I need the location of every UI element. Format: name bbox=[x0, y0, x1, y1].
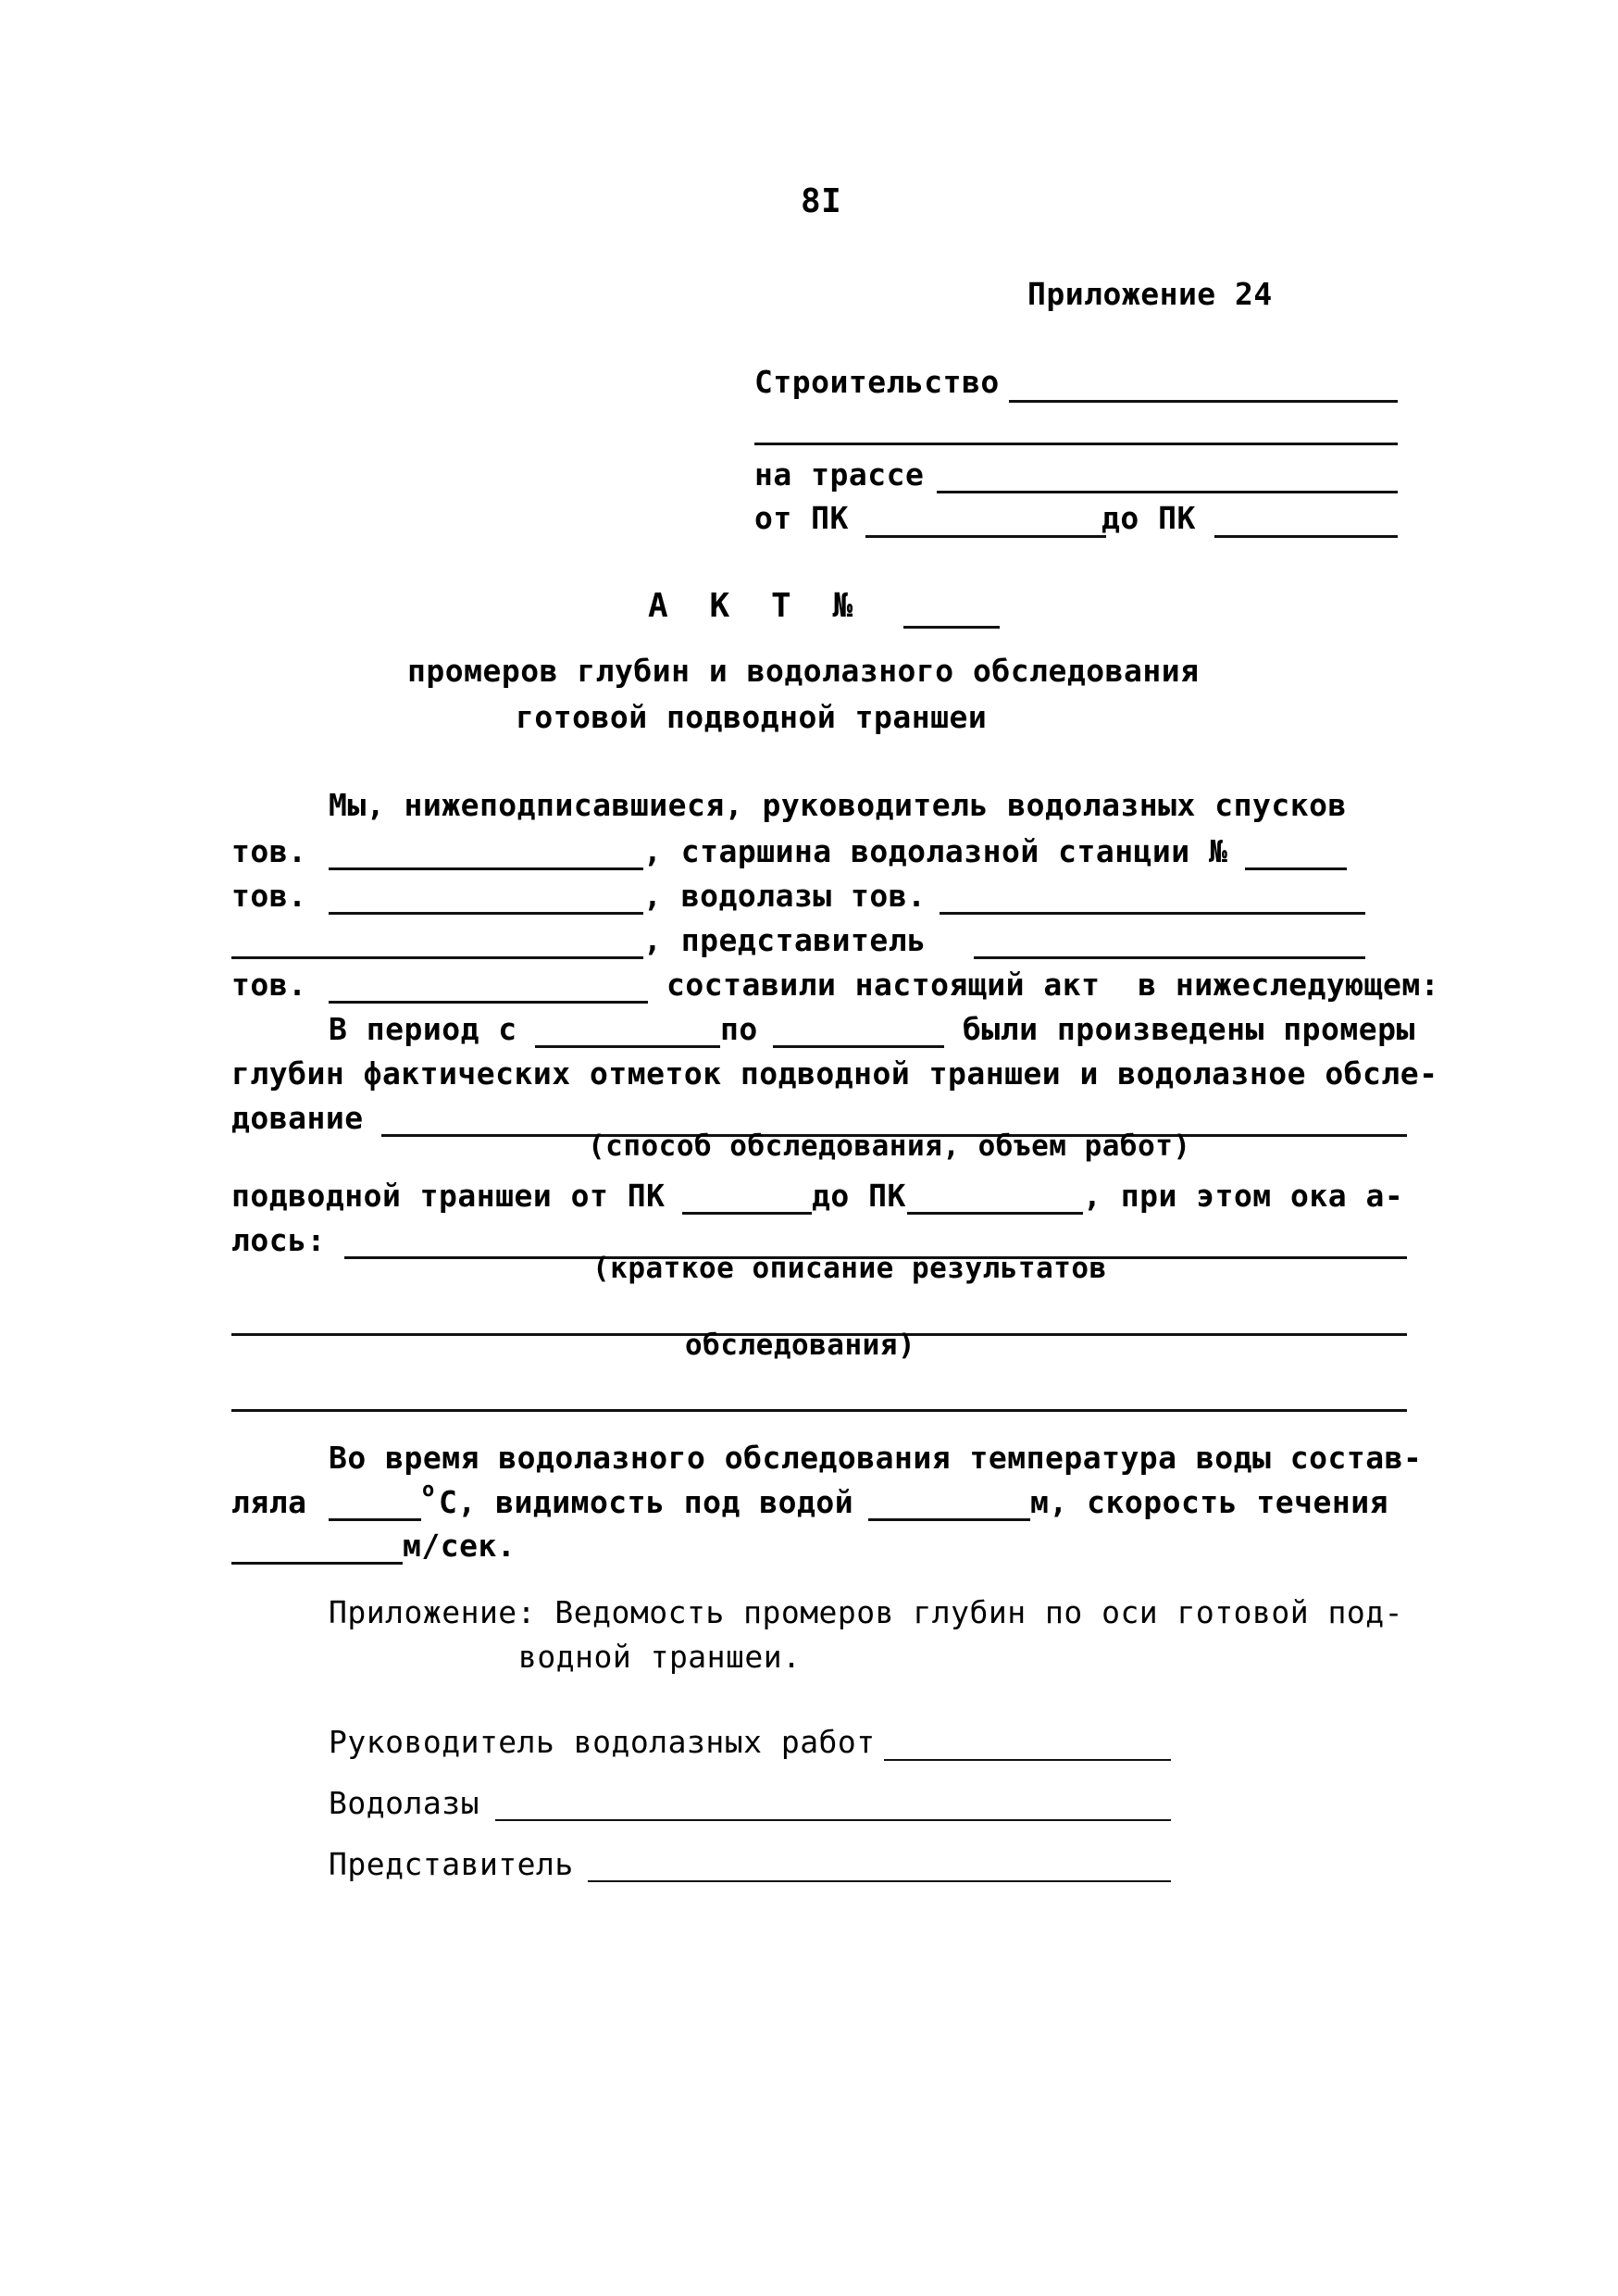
result-field-3[interactable] bbox=[231, 1409, 1407, 1412]
depths-text: глубин фактических отметок подводной траншеи и водолазное обсле- bbox=[231, 1055, 1438, 1092]
trench-to-label: до ПК bbox=[812, 1178, 906, 1214]
attachment-line-2: водной траншеи. bbox=[518, 1639, 802, 1675]
temp-text: Во время водолазного обследования температура воды состав- bbox=[329, 1440, 1423, 1476]
representative-label: , представитель bbox=[643, 922, 927, 958]
performed-text: были произведены промеры bbox=[963, 1011, 1415, 1047]
result-label: лось: bbox=[231, 1222, 326, 1258]
divers-name-field[interactable] bbox=[940, 912, 1365, 915]
trench-to-pk-field[interactable] bbox=[907, 1212, 1083, 1215]
from-pk-label: от ПК bbox=[754, 500, 849, 536]
temp-prefix: ляла bbox=[231, 1484, 307, 1520]
station-number-field[interactable] bbox=[1245, 867, 1347, 870]
result-start-text: , при этом ока а- bbox=[1083, 1178, 1404, 1214]
temp-unit-text: С, видимость под водой bbox=[439, 1484, 854, 1520]
act-number-field[interactable] bbox=[903, 626, 1000, 629]
tov-label-3: тов. bbox=[231, 967, 307, 1003]
from-pk-field[interactable] bbox=[865, 535, 1106, 538]
survey-caption: (способ обследования, объем работ) bbox=[588, 1129, 1191, 1163]
temperature-field[interactable] bbox=[329, 1518, 421, 1521]
divers-label: , водолазы тов. bbox=[643, 878, 927, 914]
tov-label-2: тов. bbox=[231, 878, 307, 914]
page-number: 8I bbox=[801, 182, 842, 220]
visibility-field[interactable] bbox=[868, 1518, 1030, 1521]
period-from-field[interactable] bbox=[535, 1045, 720, 1048]
signature-divers-label: Водолазы bbox=[329, 1785, 479, 1821]
trench-from-label: подводной траншеи от ПК bbox=[231, 1178, 666, 1214]
act-subtitle-line-2: готовой подводной траншеи bbox=[516, 699, 988, 735]
current-speed-field[interactable] bbox=[231, 1562, 403, 1565]
degree-sign: о bbox=[422, 1479, 435, 1502]
tov-label-1: тов. bbox=[231, 833, 307, 869]
construction-field-line-2[interactable] bbox=[754, 443, 1398, 445]
to-pk-field[interactable] bbox=[1214, 535, 1398, 538]
attachment-line-1: Приложение: Ведомость промеров глубин по оси готовой под- bbox=[329, 1594, 1403, 1630]
survey-label: дование bbox=[231, 1100, 364, 1136]
foreman-name-field[interactable] bbox=[329, 912, 643, 915]
act-title: А К Т № bbox=[648, 587, 853, 625]
head-name-field[interactable] bbox=[329, 867, 643, 870]
compiled-text: составили настоящий акт в нижеследующем: bbox=[666, 967, 1440, 1003]
representative-name-field[interactable] bbox=[329, 1001, 648, 1004]
speed-unit-text: м/сек. bbox=[403, 1528, 517, 1564]
representative-org-field[interactable] bbox=[974, 956, 1365, 959]
period-from-label: В период с bbox=[329, 1011, 517, 1047]
signature-divers-field[interactable] bbox=[495, 1819, 1171, 1821]
appendix-label: Приложение 24 bbox=[1027, 276, 1273, 312]
route-label: на трассе bbox=[754, 456, 925, 493]
act-subtitle-line-1: промеров глубин и водолазного обследования bbox=[407, 653, 1200, 689]
body-line-1: Мы, нижеподписавшиеся, руководитель водолазных спусков bbox=[329, 787, 1347, 823]
result-caption-1: (краткое описание результатов bbox=[592, 1252, 1107, 1285]
foreman-label: , старшина водолазной станции № bbox=[643, 833, 1228, 869]
signature-head-label: Руководитель водолазных работ bbox=[329, 1724, 876, 1760]
signature-representative-label: Представитель bbox=[329, 1846, 574, 1882]
result-caption-2: обследования) bbox=[685, 1329, 916, 1362]
signature-representative-field[interactable] bbox=[588, 1880, 1171, 1882]
trench-from-pk-field[interactable] bbox=[682, 1212, 812, 1215]
route-field[interactable] bbox=[937, 491, 1398, 493]
period-to-field[interactable] bbox=[773, 1045, 944, 1048]
visibility-unit-text: м, скорость течения bbox=[1030, 1484, 1388, 1520]
period-to-label: по bbox=[720, 1011, 758, 1047]
construction-field[interactable] bbox=[1009, 400, 1398, 403]
construction-label: Строительство bbox=[754, 364, 1000, 400]
divers-name-field-2[interactable] bbox=[231, 956, 643, 959]
signature-head-field[interactable] bbox=[884, 1759, 1171, 1761]
to-pk-label: до ПК bbox=[1101, 500, 1196, 536]
